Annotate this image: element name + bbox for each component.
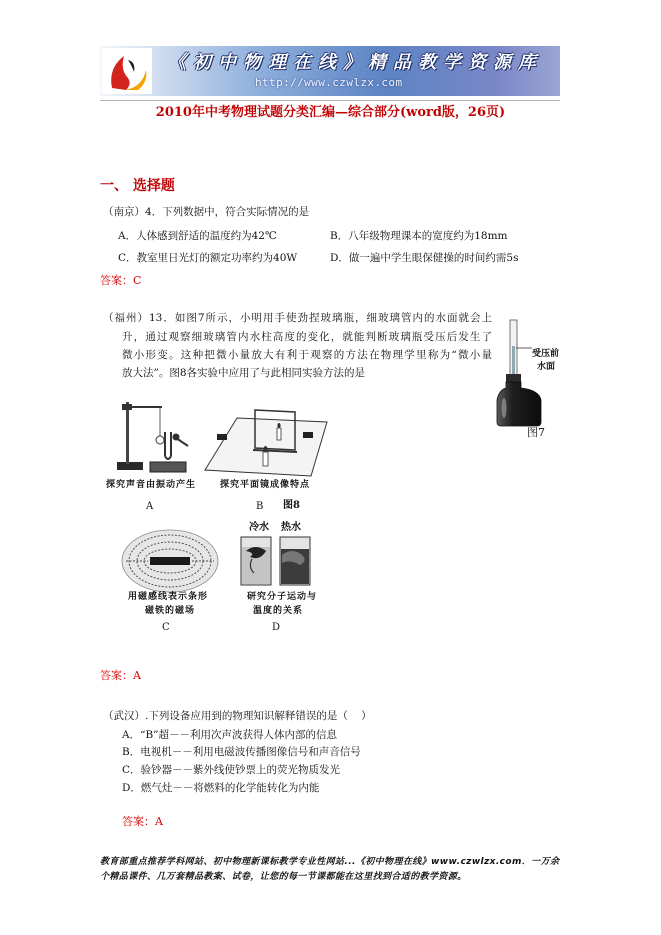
figure-8d-hot-water-label: 热水 (281, 522, 301, 533)
figure-7-caption: 图7 (527, 426, 545, 439)
bar-magnet (150, 557, 190, 565)
bottle-highlight (502, 398, 507, 418)
figure-7-label-line-2: 水面 (537, 362, 556, 372)
q1-answer: 答案：C (100, 274, 142, 287)
figure-8-caption: 图8 (283, 500, 300, 511)
q1-option-b: B．八年级物理课本的宽度约为18mm (330, 230, 508, 242)
figure-8d-letter: D (272, 622, 281, 633)
figure-8b-caption: 探究平面镜成像特点 (220, 480, 311, 490)
bottle-stopper (506, 374, 521, 382)
figure-8d-caption-line-1: 研究分子运动与 (247, 592, 318, 602)
banner-title: 《初中物理在线》精品教学资源库 (168, 52, 543, 73)
figure-7-bottle-illustration (495, 318, 570, 428)
q1-option-d: D．做一遍中学生眼保健操的时间约需5s (330, 252, 519, 264)
figure-8c-caption-line-2: 磁铁的磁场 (145, 606, 196, 616)
header-divider (100, 100, 560, 101)
figure-8a-caption: 探究声音由振动产生 (106, 480, 197, 490)
figure-8c-magnetic-field (120, 528, 220, 594)
q2-answer: 答案：A (100, 669, 141, 682)
q1-stem: （南京）4．下列数据中，符合实际情况的是 (103, 206, 310, 218)
figure-8c-caption-line-1: 用磁感线表示条形 (128, 592, 209, 602)
figure-7-label-line-1: 受压前 (532, 349, 560, 359)
q1-option-a: A．人体感到舒适的温度约为42℃ (118, 230, 277, 242)
document-title: 2010年中考物理试题分类汇编—综合部分(word版，26页) (155, 105, 506, 120)
q2-stem-line-4: 放大法”。图8各实验中应用了与此相同实验方法的是 (122, 367, 366, 379)
figure-8d-caption-line-2: 温度的关系 (253, 606, 304, 616)
q2-stem-line-3: 微小形变。这种把微小量放大有利于观察的方法在物理学里称为“微小量 (122, 349, 492, 361)
q3-option-a: A．“B”超－－利用次声波获得人体内部的信息 (122, 729, 338, 741)
left-holder (217, 434, 227, 440)
footer-line-2: 个精品课件、几万套精品教案、试卷，让您的每一节课都能在这里找到合适的教学资源。 (100, 872, 467, 882)
candle-front-flame (264, 446, 268, 452)
q2-stem-line-1: （福州）13．如图7所示，小明用手使劲捏玻璃瓶，细玻璃管内的水面就会上 (103, 312, 492, 324)
figure-8d-beakers (238, 533, 314, 589)
right-holder (303, 432, 313, 438)
figure-8a-tuning-fork (112, 398, 190, 476)
q1-option-c: C．教室里日光灯的额定功率约为40W (118, 252, 298, 264)
fork-base (165, 456, 171, 459)
q3-answer: 答案：A (122, 815, 163, 828)
banner-url: http://www.czwlzx.com (255, 76, 403, 89)
section-heading: 一、 选择题 (100, 178, 175, 194)
q3-option-b: B．电视机－－利用电磁波传播图像信号和声音信号 (122, 746, 361, 758)
q3-option-c: C．验钞器－－紫外线使钞票上的荧光物质发光 (122, 764, 341, 776)
rubber-hammer-head (173, 434, 180, 441)
header-banner (100, 46, 560, 96)
candle-behind (277, 428, 281, 440)
figure-8d-cold-water-label: 冷水 (249, 522, 269, 533)
q3-option-d: D．燃气灶－－将燃料的化学能转化为内能 (122, 782, 320, 794)
resonance-box (150, 462, 186, 472)
figure-8b-letter: B (256, 501, 264, 512)
figure-8c-letter: C (162, 622, 170, 633)
stand-base (117, 462, 143, 470)
candle-front (263, 452, 268, 466)
pendulum-ball (156, 436, 164, 444)
candle-behind-flame (277, 423, 280, 428)
site-logo (102, 48, 152, 94)
q3-stem: （武汉）.下列设备应用到的物理知识解释错误的是（ ） (103, 710, 372, 722)
figure-8a-letter: A (146, 501, 154, 512)
q2-stem-line-2: 升，通过观察细玻璃管内水柱高度的变化，就能判断玻璃瓶受压后发生了 (122, 331, 492, 343)
stand-rod (126, 402, 129, 464)
figure-8b-plane-mirror (203, 406, 331, 480)
footer-line-1: 教育部重点推荐学科网站、初中物理新课标教学专业性网站...《初中物理在线》www.czwlzx.com．一万余 (100, 857, 560, 867)
